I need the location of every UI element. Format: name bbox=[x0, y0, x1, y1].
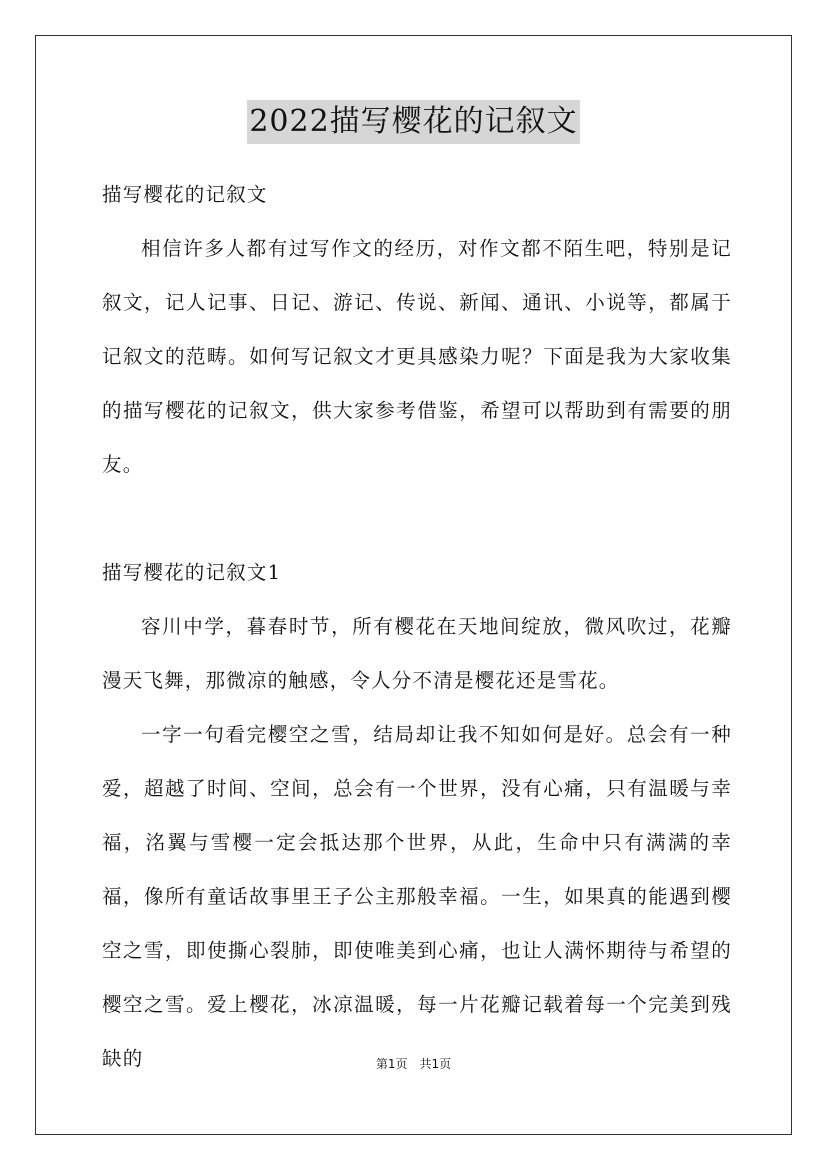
section-spacer bbox=[102, 492, 732, 546]
page-number-label: 第1页 共1页 bbox=[375, 1057, 452, 1071]
title-container bbox=[0, 100, 827, 144]
page-footer bbox=[0, 1055, 827, 1072]
intro-heading: 描写樱花的记叙文 bbox=[102, 183, 268, 206]
intro-paragraph: 相信许多人都有过写作文的经历，对作文都不陌生吧，特别是记叙文，记人记事、日记、游记、传说、新闻、通讯、小说等，都属于记叙文的范畴。如何写记叙文才更具感染力呢？下面是我为大家收集的描写樱花的记叙文，供大家参考借鉴，希望可以帮助到有需要的朋友。 bbox=[102, 237, 732, 476]
section-1-paragraph-2: 一字一句看完樱空之雪，结局却让我不知如何是好。总会有一种爱，超越了时间、空间，总会有一个世界，没有心痛，只有温暖与幸福，洺翼与雪樱一定会抵达那个世界，从此，生命中只有满满的幸福，像所有童话故事里王子公主那般幸福。一生，如果真的能遇到樱空之雪，即使撕心裂肺，即使唯美到心痛，也让人满怀期待与希望的樱空之雪。爱上樱花，冰凉温暖，每一片花瓣记载着每一个完美到残缺的 bbox=[102, 723, 732, 1070]
section-1-paragraph-1: 容川中学，暮春时节，所有樱花在天地间绽放，微风吹过，花瓣漫天飞舞，那微凉的触感，令人分不清是樱花还是雪花。 bbox=[102, 615, 732, 692]
document-title: 2022描写樱花的记叙文 bbox=[247, 100, 579, 144]
section-1-heading: 描写樱花的记叙文1 bbox=[102, 561, 282, 584]
document-body bbox=[102, 168, 732, 1086]
